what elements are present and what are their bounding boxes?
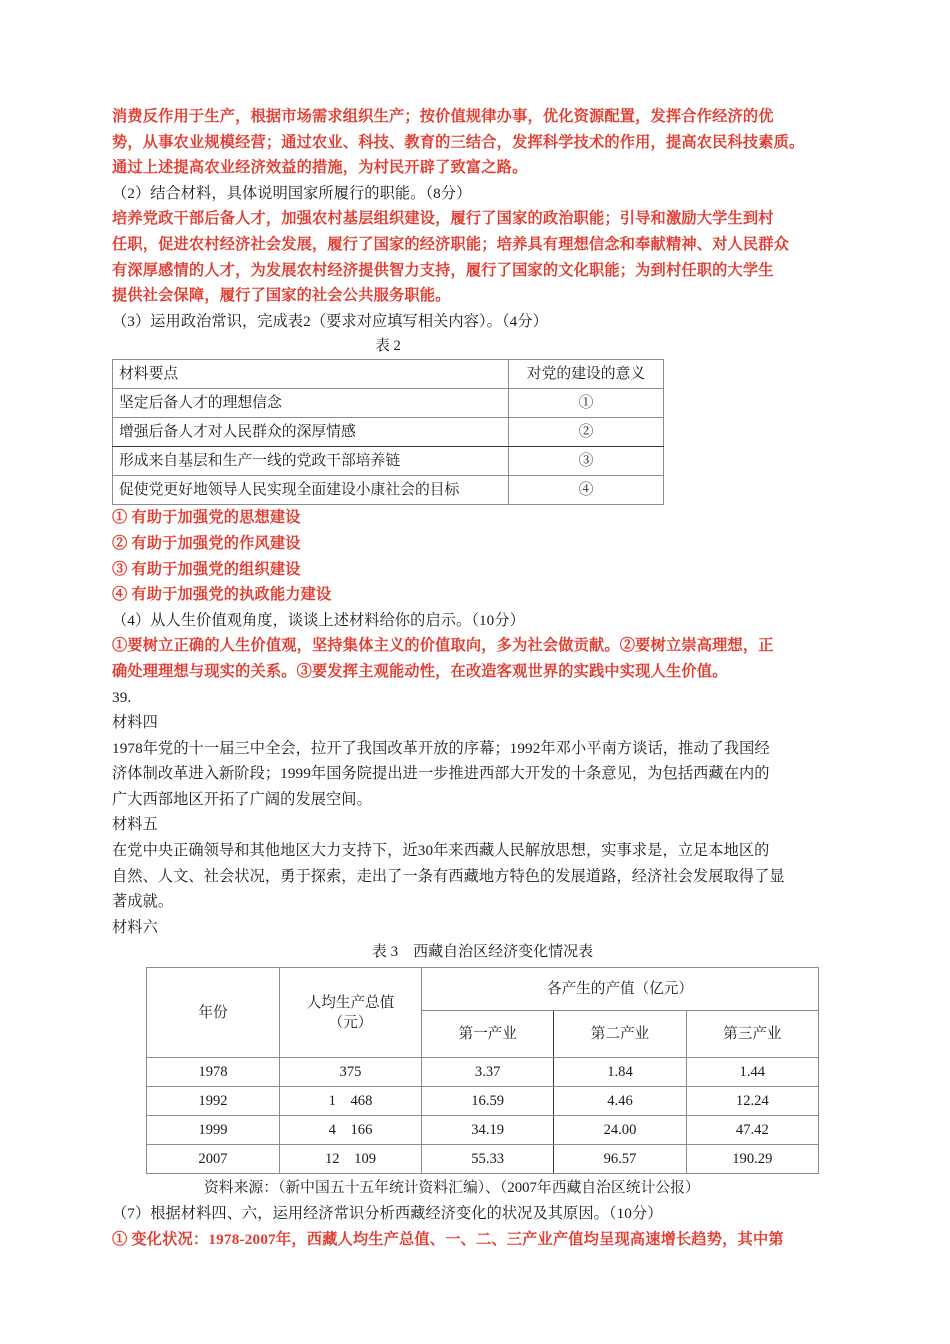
- t3-cell-ind3: 12.24: [686, 1087, 818, 1116]
- table2-cell-mark: ③: [509, 447, 664, 476]
- table-row: [147, 1058, 819, 1087]
- t3-cell-ind2: 4.46: [554, 1087, 686, 1116]
- t3-cell-gdp: 4 166: [280, 1116, 422, 1145]
- table2-cell-mark: ②: [509, 418, 664, 447]
- answer-line: 培养党政干部后备人才，加强农村基层组织建设，履行了国家的政治职能；引导和激励大学生到村: [112, 210, 774, 228]
- answer-line: ①要树立正确的人生价值观，坚持集体主义的价值取向，多为社会做贡献。②要树立崇高理想，正: [112, 637, 774, 655]
- answer-line: ④ 有助于加强党的执政能力建设: [112, 586, 332, 604]
- question-3-prompt: （3）运用政治常识，完成表2（要求对应填写相关内容）。（4分）: [112, 312, 548, 330]
- table2-caption: 表 2: [375, 338, 401, 355]
- table2-header-material: 材料要点: [113, 360, 509, 389]
- table-3-title: 表 3 西藏自治区经济变化情况表: [371, 944, 594, 961]
- material-four-line: 广大西部地区开拓了广阔的发展空间。: [112, 790, 372, 808]
- material-five-line: 在党中央正确领导和其他地区大力支持下，近30年来西藏人民解放思想，实事求是，立足本地区的: [112, 842, 770, 860]
- t3-cell-year: 1992: [147, 1087, 280, 1116]
- answer-38-1-continued: [112, 104, 838, 181]
- material-four-line: 济体制改革进入新阶段；1999年国务院提出进一步推进西部大开发的十条意见，为包括西藏在内的: [112, 765, 770, 783]
- table-3-wrapper: [146, 940, 819, 1201]
- table2-cell-point: 促使党更好地领导人民实现全面建设小康社会的目标: [113, 476, 509, 505]
- t3-header-gdp-line1: 人均生产总值: [306, 994, 395, 1011]
- t3-header-industry-2: 第二产业: [554, 1011, 686, 1058]
- question-39-block: [112, 685, 838, 1253]
- table-3-source: 资料来源：（新中国五十五年统计资料汇编）、（2007年西藏自治区统计公报）: [204, 1180, 700, 1197]
- t3-cell-year: 1978: [147, 1058, 280, 1087]
- table-row: [113, 418, 664, 447]
- table-2: [112, 359, 664, 505]
- table2-cell-point: 形成来自基层和生产一线的党政干部培养链: [113, 447, 509, 476]
- question-2-prompt: （2）结合材料，具体说明国家所履行的职能。（8分）: [112, 184, 472, 202]
- t3-header-industry-3: 第三产业: [686, 1011, 818, 1058]
- t3-cell-year: 2007: [147, 1145, 280, 1174]
- t3-cell-gdp: 375: [280, 1058, 422, 1087]
- t3-header-group: 各产生的产值（亿元）: [422, 968, 819, 1011]
- t3-cell-ind2: 96.57: [554, 1145, 686, 1174]
- page-content: [112, 104, 838, 1253]
- t3-cell-ind1: 3.37: [422, 1058, 554, 1087]
- material-five-line: 著成就。: [112, 893, 174, 911]
- material-four-label: 材料四: [112, 714, 158, 732]
- question-4-prompt: （4）从人生价值观角度，谈谈上述材料给你的启示。（10分）: [112, 611, 525, 629]
- t3-header-gdp-line2: （元）: [328, 1014, 373, 1031]
- material-five-line: 自然、人文、社会状况，勇于探索，走出了一条有西藏地方特色的发展道路，经济社会发展取得了显: [112, 867, 785, 885]
- t3-header-gdp: [280, 968, 422, 1058]
- answer-line: ② 有助于加强党的作风建设: [112, 534, 301, 552]
- t3-cell-ind1: 55.33: [422, 1145, 554, 1174]
- table2-header-meaning: 对党的建设的意义: [509, 360, 664, 389]
- table2-cell-point: 坚定后备人才的理想信念: [113, 389, 509, 418]
- question-3-block: [112, 309, 838, 608]
- t3-cell-ind3: 1.44: [686, 1058, 818, 1087]
- table2-cell-mark: ④: [509, 476, 664, 505]
- table-3: [146, 967, 819, 1174]
- answer-line: ① 变化状况：1978-2007年，西藏人均生产总值、一、二、三产业产值均呈现高速增长趋势，其中第: [112, 1231, 784, 1249]
- table-row: [113, 476, 664, 505]
- t3-cell-ind3: 190.29: [686, 1145, 818, 1174]
- table-row-header: [113, 360, 664, 389]
- answer-line: ① 有助于加强党的思想建设: [112, 509, 301, 527]
- material-six-label: 材料六: [112, 918, 158, 936]
- answer-line: 有深厚感情的人才，为发展农村经济提供智力支持，履行了国家的文化职能；为到村任职的大学生: [112, 261, 774, 279]
- table-row-header-top: [147, 968, 819, 1011]
- t3-header-industry-1: 第一产业: [422, 1011, 554, 1058]
- t3-cell-ind2: 1.84: [554, 1058, 686, 1087]
- table-row: [113, 389, 664, 418]
- t3-cell-ind3: 47.42: [686, 1116, 818, 1145]
- table-row: [147, 1145, 819, 1174]
- table-row: [147, 1116, 819, 1145]
- t3-cell-ind2: 24.00: [554, 1116, 686, 1145]
- table-row: [147, 1087, 819, 1116]
- question-2-block: [112, 181, 838, 309]
- table2-cell-mark: ①: [509, 389, 664, 418]
- material-four-line: 1978年党的十一届三中全会，拉开了我国改革开放的序幕；1992年邓小平南方谈话，推动了我国经: [112, 739, 770, 757]
- table2-cell-point: 增强后备人才对人民群众的深厚情感: [113, 418, 509, 447]
- answer-line: 任职，促进农村经济社会发展，履行了国家的经济职能；培养具有理想信念和奉献精神、对人民群众: [112, 235, 790, 253]
- t3-cell-gdp: 12 109: [280, 1145, 422, 1174]
- question-4-block: [112, 608, 838, 685]
- question-7-prompt: （7）根据材料四、六，运用经济常识分析西藏经济变化的状况及其原因。（10分）: [112, 1205, 663, 1223]
- answer-line: 确处理理想与现实的关系。③要发挥主观能动性，在改造客观世界的实践中实现人生价值。: [112, 662, 728, 680]
- t3-cell-ind1: 34.19: [422, 1116, 554, 1145]
- t3-cell-year: 1999: [147, 1116, 280, 1145]
- t3-header-year: 年份: [147, 968, 280, 1058]
- question-39-number: 39.: [112, 688, 132, 706]
- answer-line: ③ 有助于加强党的组织建设: [112, 560, 301, 578]
- material-five-label: 材料五: [112, 816, 158, 834]
- t3-cell-gdp: 1 468: [280, 1087, 422, 1116]
- t3-cell-ind1: 16.59: [422, 1087, 554, 1116]
- answer-line: 通过上述提高农业经济效益的措施，为村民开辟了致富之路。: [112, 159, 528, 177]
- answer-line: 提供社会保障，履行了国家的社会公共服务职能。: [112, 287, 451, 305]
- answer-line: 消费反作用于生产，根据市场需求组织生产；按价值规律办事，优化资源配置，发挥合作经济的优: [112, 108, 774, 125]
- answer-line: 势，从事农业规模经营；通过农业、科技、教育的三结合，发挥科学技术的作用，提高农民科技素质。: [112, 133, 805, 151]
- table-row: [113, 447, 664, 476]
